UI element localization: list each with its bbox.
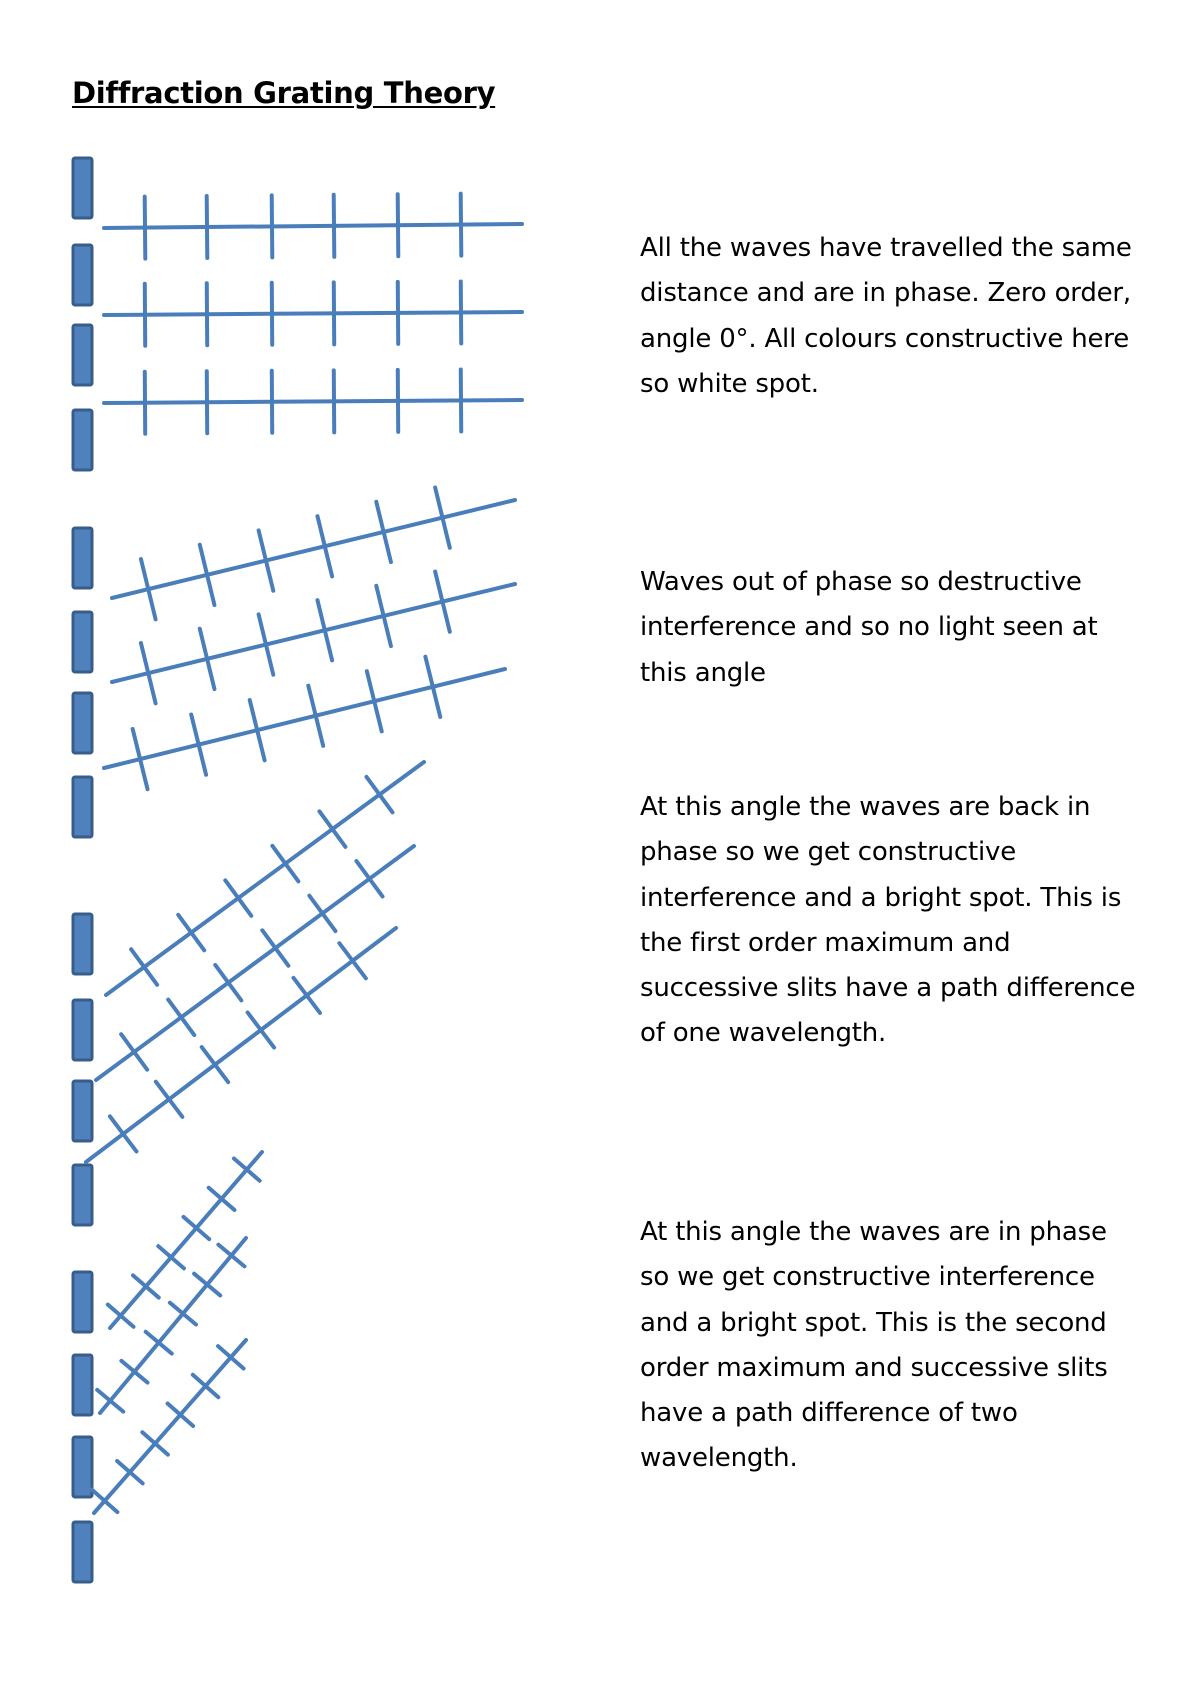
second-order-wavefront-tick (146, 1332, 172, 1354)
zero-order-description: All the waves have travelled the same distance and are in phase. Zero order, angle 0°. All colours constructive here so white spot. (640, 233, 1132, 399)
second-order-wavefront-tick (170, 1303, 196, 1325)
first-order-wavefront-tick (293, 978, 320, 1013)
slit-bar (73, 1437, 92, 1497)
second-order-description: At this angle the waves are in phase so we get constructive interference and a bright spot. This is the second order maximum and successive slits have a path difference of two wavelength. (640, 1217, 1108, 1474)
first-order-ray (96, 846, 414, 1080)
slit-bar (73, 914, 92, 974)
first-order-wavefront-tick (110, 1116, 137, 1151)
second-order-ray (100, 1238, 246, 1413)
second-order-ray (94, 1340, 246, 1513)
second-order-ray (110, 1152, 262, 1328)
wave-rays (86, 194, 522, 1513)
slit-bar (73, 1081, 92, 1141)
first-order-wavefront-tick (121, 1034, 147, 1069)
destructive-ray (104, 669, 505, 768)
slit-bar (73, 1165, 92, 1225)
first-order-wavefront-tick (178, 915, 204, 950)
destructive-ray (112, 500, 515, 598)
second-order-wavefront-tick (97, 1390, 123, 1412)
slit-bar (73, 158, 92, 218)
second-order-wavefront-tick (121, 1361, 147, 1383)
first-order-wavefront-tick (168, 1000, 194, 1035)
first-order-wavefront-tick (225, 880, 251, 915)
first-order-ray (86, 928, 396, 1162)
first-order-wavefront-tick (309, 896, 335, 931)
zero-order-wavefront-tick (145, 197, 146, 259)
first-order-wavefront-tick (319, 811, 345, 846)
first-order-description: At this angle the waves are back in phase so we get constructive interference and a bright spot. This is the first order maximum and successive slits have a path difference of one wavelength. (640, 792, 1136, 1049)
destructive-ray (112, 584, 515, 682)
zero-order-wavefront-tick (207, 196, 208, 258)
second-order-wavefront-tick (194, 1274, 220, 1296)
first-order-wavefront-tick (215, 965, 241, 1000)
first-order-wavefront-tick (262, 930, 288, 965)
page-title: Diffraction Grating Theory (72, 76, 496, 110)
first-order-wavefront-tick (248, 1012, 275, 1047)
first-order-wavefront-tick (272, 846, 298, 881)
slit-bar (73, 1272, 92, 1332)
first-order-wavefront-tick (356, 861, 382, 896)
first-order-wavefront-tick (156, 1082, 183, 1117)
slit-bar (73, 1000, 92, 1060)
zero-order-wavefront-tick (461, 194, 462, 256)
zero-order-wavefront-tick (272, 195, 273, 257)
zero-order-wavefront-tick (334, 195, 335, 257)
slit-bar (73, 325, 92, 385)
first-order-wavefront-tick (131, 949, 157, 984)
slit-bar (73, 528, 92, 588)
first-order-wavefront-tick (366, 777, 392, 812)
slit-bar (73, 410, 92, 470)
first-order-wavefront-tick (339, 943, 366, 978)
slit-bar (73, 245, 92, 305)
slit-bar (73, 1355, 92, 1415)
first-order-wavefront-tick (202, 1047, 229, 1082)
grating-slits (73, 158, 92, 1582)
destructive-description: Waves out of phase so destructive interference and so no light seen at this angle (640, 567, 1098, 688)
first-order-ray (106, 762, 424, 995)
zero-order-wavefront-tick (398, 194, 399, 256)
slit-bar (73, 612, 92, 672)
slit-bar (73, 1522, 92, 1582)
slit-bar (73, 777, 92, 837)
slit-bar (73, 693, 92, 753)
second-order-wavefront-tick (218, 1245, 244, 1267)
